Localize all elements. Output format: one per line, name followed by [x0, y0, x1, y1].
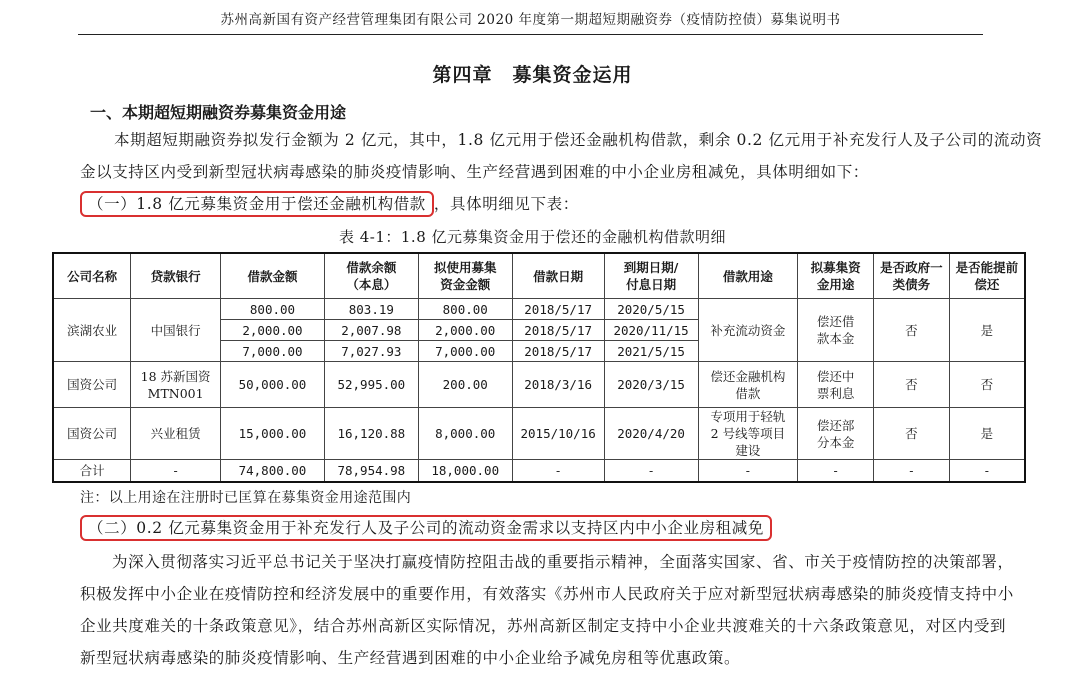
th-funds-use: 拟募集资 金用途	[798, 253, 874, 299]
cell-funds-use: 偿还借款本金	[798, 299, 874, 362]
loan-table	[52, 252, 1026, 483]
cell-use-amount: 18,000.00	[418, 460, 512, 482]
cell-amount: 50,000.00	[221, 362, 325, 408]
section-title: 一、本期超短期融资券募集资金用途	[90, 103, 347, 122]
intro-line-2: 金以支持区内受到新型冠状病毒感染的肺炎疫情影响、生产经营遇到困难的中小企业房租减免，具体明细如下：	[80, 163, 869, 181]
cell-date: 2015/10/16	[512, 408, 604, 460]
cell-company: 国资公司	[53, 362, 131, 408]
cell-balance: 7,027.93	[324, 341, 418, 362]
cell-bank: -	[131, 460, 221, 482]
cell-balance: 2,007.98	[324, 320, 418, 341]
cell-bank: 18 苏新国资 MTN001	[131, 362, 221, 408]
cell-balance: 16,120.88	[324, 408, 418, 460]
table-total-row	[53, 460, 1025, 482]
cell-use-amount: 800.00	[418, 299, 512, 320]
cell-early: 是	[949, 299, 1025, 362]
cell-date: 2018/3/16	[512, 362, 604, 408]
th-gov-debt: 是否政府一 类债务	[874, 253, 950, 299]
cell-purpose: -	[698, 460, 798, 482]
th-purpose: 借款用途	[698, 253, 798, 299]
subsection-2	[80, 512, 772, 544]
cell-date: 2018/5/17	[512, 320, 604, 341]
cell-purpose: 补充流动资金	[698, 299, 798, 362]
th-balance: 借款余额 （本息）	[324, 253, 418, 299]
cell-due: 2020/5/15	[604, 299, 698, 320]
cell-balance: 78,954.98	[324, 460, 418, 482]
subsection-1-rest: ，具体明细见下表：	[433, 195, 579, 213]
highlight-box-2: （二）0.2 亿元募集资金用于补充发行人及子公司的流动资金需求以支持区内中小企业房租减免	[80, 515, 772, 541]
cell-use-amount: 2,000.00	[418, 320, 512, 341]
th-date: 借款日期	[512, 253, 604, 299]
cell-bank: 兴业租赁	[131, 408, 221, 460]
cell-funds-use: -	[798, 460, 874, 482]
cell-funds-use: 偿还部分本金	[798, 408, 874, 460]
th-due: 到期日期/ 付息日期	[604, 253, 698, 299]
th-company: 公司名称	[53, 253, 131, 299]
table-row	[53, 362, 1025, 408]
cell-company: 滨湖农业	[53, 299, 131, 362]
cell-balance: 52,995.00	[324, 362, 418, 408]
cell-due: 2020/11/15	[604, 320, 698, 341]
cell-funds-use: 偿还中票利息	[798, 362, 874, 408]
body-line-4: 新型冠状病毒感染的肺炎疫情影响、生产经营遇到困难的中小企业给予减免房租等优惠政策。	[80, 649, 741, 667]
cell-gov-debt: 否	[874, 299, 950, 362]
th-use-amount: 拟使用募集 资金金额	[418, 253, 512, 299]
cell-use-amount: 200.00	[418, 362, 512, 408]
th-amount: 借款金额	[221, 253, 325, 299]
header-rule	[78, 34, 983, 35]
cell-purpose: 专项用于轻轨 2 号线等项目建设	[698, 408, 798, 460]
chapter-title: 第四章 募集资金运用	[432, 64, 633, 86]
table-caption: 表 4-1：1.8 亿元募集资金用于偿还的金融机构借款明细	[338, 228, 727, 246]
body-line-1: 为深入贯彻落实习近平总书记关于坚决打赢疫情防控阻击战的重要指示精神，全面落实国家、省、市关于疫情防控的决策部署，	[112, 553, 1014, 571]
table-header-row	[53, 253, 1025, 299]
body-line-3: 企业共度难关的十条政策意见》，结合苏州高新区实际情况，苏州高新区制定支持中小企业共渡难关的十六条政策意见，对区内受到	[80, 617, 1007, 635]
cell-due: 2020/4/20	[604, 408, 698, 460]
th-bank: 贷款银行	[131, 253, 221, 299]
cell-amount: 7,000.00	[221, 341, 325, 362]
cell-gov-debt: 否	[874, 408, 950, 460]
cell-amount: 2,000.00	[221, 320, 325, 341]
cell-amount: 74,800.00	[221, 460, 325, 482]
intro-line-1: 本期超短期融资券拟发行金额为 2 亿元，其中，1.8 亿元用于偿还金融机构借款，剩余 0.2 亿元用于补充发行人及子公司的流动资	[114, 131, 1043, 149]
cell-total-label: 合计	[53, 460, 131, 482]
highlight-box-1: （一）1.8 亿元募集资金用于偿还金融机构借款	[80, 191, 434, 217]
cell-date: 2018/5/17	[512, 299, 604, 320]
table-row	[53, 299, 1025, 320]
cell-early: 是	[949, 408, 1025, 460]
body-line-2: 积极发挥中小企业在疫情防控和经济发展中的重要作用，有效落实《苏州市人民政府关于应对新型冠状病毒感染的肺炎疫情支持中小	[80, 585, 1014, 603]
document-header: 苏州高新国有资产经营管理集团有限公司 2020 年度第一期超短期融资券（疫情防控债）募集说明书	[220, 12, 841, 28]
cell-gov-debt: 否	[874, 362, 950, 408]
cell-early: -	[949, 460, 1025, 482]
cell-date: 2018/5/17	[512, 341, 604, 362]
table-note: 注：以上用途在注册时已匡算在募集资金用途范围内	[80, 490, 412, 506]
cell-company: 国资公司	[53, 408, 131, 460]
cell-use-amount: 7,000.00	[418, 341, 512, 362]
table-row	[53, 408, 1025, 460]
cell-early: 否	[949, 362, 1025, 408]
th-early: 是否能提前 偿还	[949, 253, 1025, 299]
cell-amount: 800.00	[221, 299, 325, 320]
cell-due: 2020/3/15	[604, 362, 698, 408]
cell-due: -	[604, 460, 698, 482]
cell-use-amount: 8,000.00	[418, 408, 512, 460]
cell-due: 2021/5/15	[604, 341, 698, 362]
cell-date: -	[512, 460, 604, 482]
cell-bank: 中国银行	[131, 299, 221, 362]
subsection-1	[80, 188, 579, 220]
cell-balance: 803.19	[324, 299, 418, 320]
cell-amount: 15,000.00	[221, 408, 325, 460]
cell-gov-debt: -	[874, 460, 950, 482]
cell-purpose: 偿还金融机构借款	[698, 362, 798, 408]
